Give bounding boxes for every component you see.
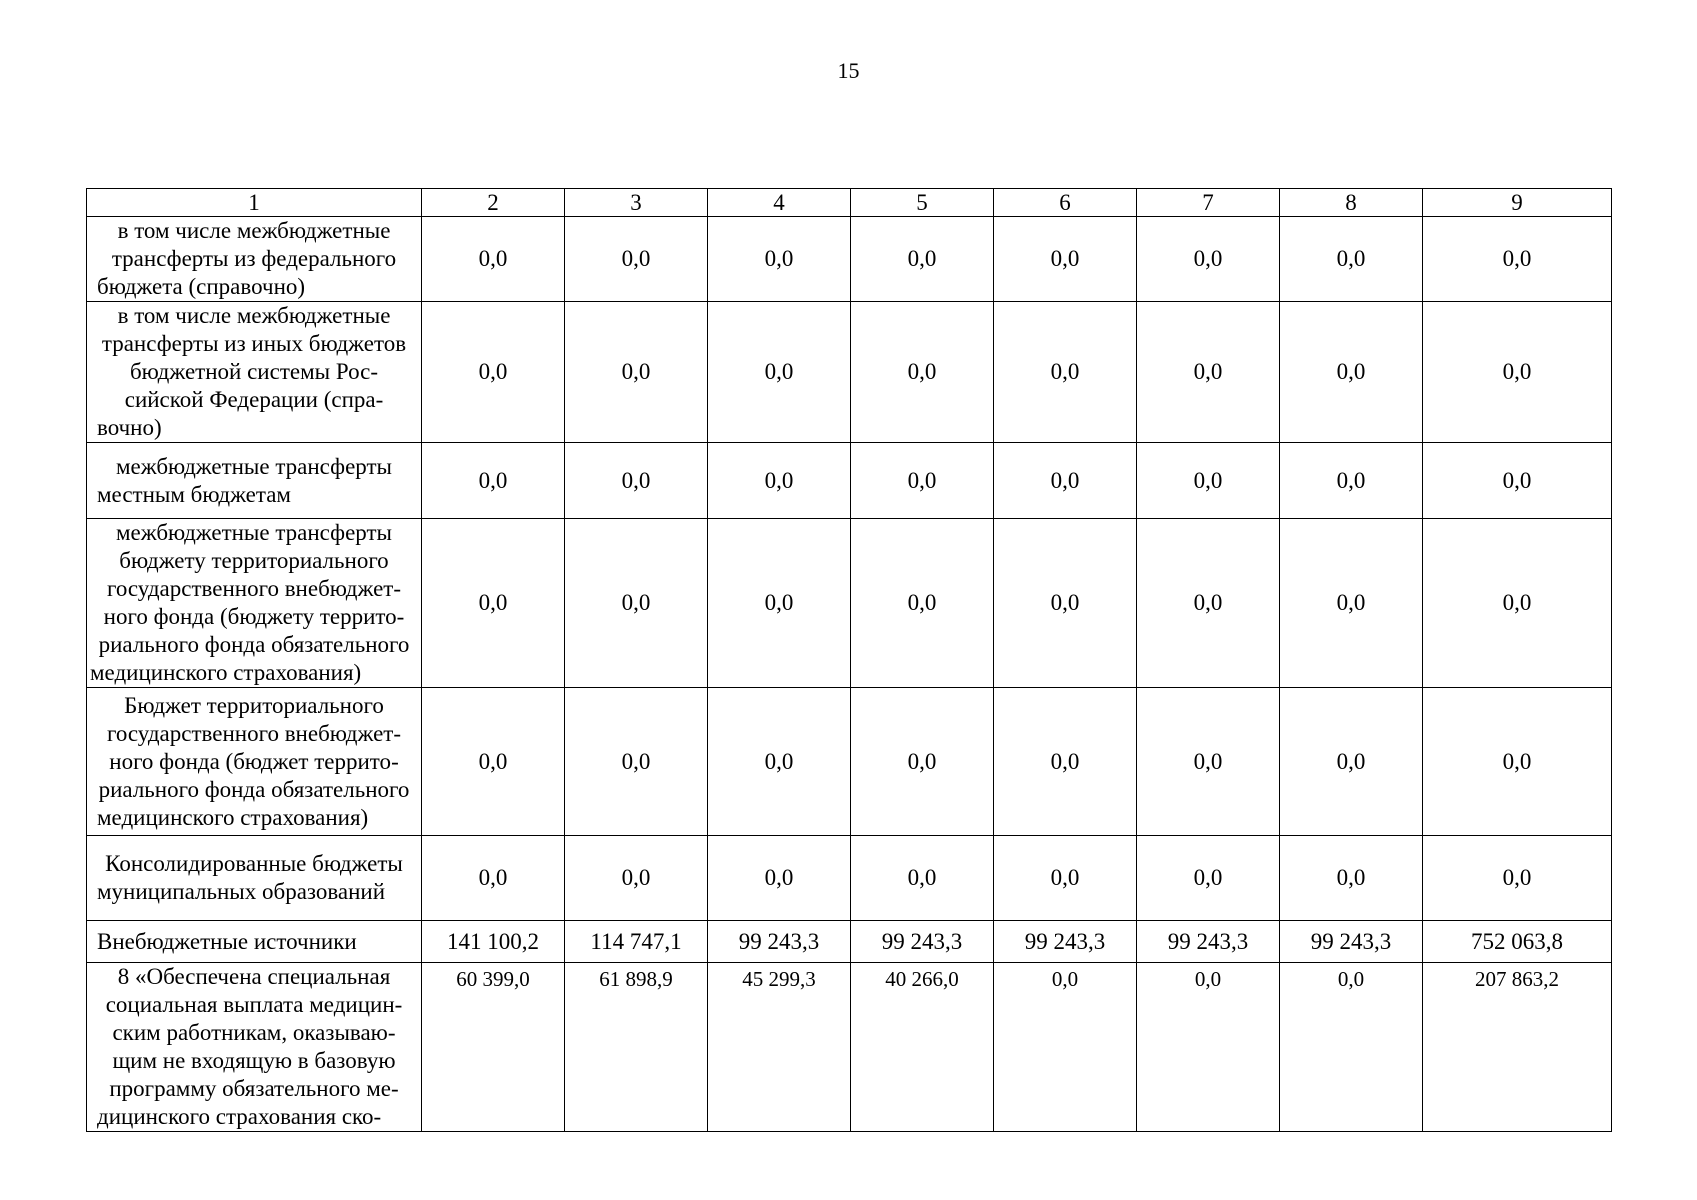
table-cell: 0,0 bbox=[1423, 519, 1612, 688]
table-cell: 0,0 bbox=[1423, 688, 1612, 836]
table-cell: 0,0 bbox=[1137, 836, 1280, 921]
table-cell: 0,0 bbox=[422, 836, 565, 921]
table-cell: 99 243,3 bbox=[1137, 921, 1280, 963]
table-cell: 0,0 bbox=[851, 836, 994, 921]
column-header: 3 bbox=[565, 189, 708, 217]
table-cell: 0,0 bbox=[1280, 217, 1423, 302]
table-cell: 0,0 bbox=[851, 302, 994, 443]
table-cell: 0,0 bbox=[565, 217, 708, 302]
table-row bbox=[87, 688, 1612, 836]
table-cell: 0,0 bbox=[708, 217, 851, 302]
table-cell: 0,0 bbox=[1280, 519, 1423, 688]
row-label: межбюджетные трансферты местным бюджетам bbox=[87, 443, 422, 519]
column-header: 1 bbox=[87, 189, 422, 217]
table-cell: 0,0 bbox=[565, 519, 708, 688]
table-cell: 99 243,3 bbox=[851, 921, 994, 963]
row-label: Внебюджетные источники bbox=[87, 921, 422, 963]
row-label: в том числе межбюджетные трансферты из иных бюджетов бюджетной системы Российской Федерации (справочно) bbox=[87, 302, 422, 443]
table-cell: 0,0 bbox=[708, 302, 851, 443]
table-row bbox=[87, 963, 1612, 1132]
table-row bbox=[87, 217, 1612, 302]
table-cell: 0,0 bbox=[851, 217, 994, 302]
column-header: 9 bbox=[1423, 189, 1612, 217]
table-cell: 99 243,3 bbox=[994, 921, 1137, 963]
table-cell: 40 266,0 bbox=[851, 963, 994, 1132]
table-cell: 0,0 bbox=[565, 836, 708, 921]
table-cell: 0,0 bbox=[1423, 443, 1612, 519]
table-cell: 0,0 bbox=[1280, 688, 1423, 836]
table-cell: 0,0 bbox=[708, 836, 851, 921]
row-label: Консолидированные бюджеты муниципальных образований bbox=[87, 836, 422, 921]
column-header: 8 bbox=[1280, 189, 1423, 217]
table-cell: 0,0 bbox=[708, 519, 851, 688]
table-cell: 0,0 bbox=[994, 836, 1137, 921]
table-cell: 114 747,1 bbox=[565, 921, 708, 963]
table-cell: 0,0 bbox=[1137, 217, 1280, 302]
table-cell: 0,0 bbox=[565, 688, 708, 836]
table-cell: 0,0 bbox=[422, 519, 565, 688]
table-cell: 0,0 bbox=[1280, 302, 1423, 443]
page-number: 15 bbox=[837, 58, 860, 83]
table-cell: 0,0 bbox=[994, 217, 1137, 302]
table-cell: 0,0 bbox=[1137, 443, 1280, 519]
table-cell: 0,0 bbox=[994, 519, 1137, 688]
table-cell: 752 063,8 bbox=[1423, 921, 1612, 963]
table-cell: 60 399,0 bbox=[422, 963, 565, 1132]
table-cell: 0,0 bbox=[422, 302, 565, 443]
table-cell: 45 299,3 bbox=[708, 963, 851, 1132]
table-row bbox=[87, 921, 1612, 963]
table-cell: 207 863,2 bbox=[1423, 963, 1612, 1132]
row-label: 8 «Обеспечена специальная социальная выплата медицинским работникам, оказывающим не входящую в базовую программу обязательного медицинского страхования ско- bbox=[87, 963, 422, 1132]
column-header: 7 bbox=[1137, 189, 1280, 217]
table-cell: 141 100,2 bbox=[422, 921, 565, 963]
column-header: 5 bbox=[851, 189, 994, 217]
table-cell: 0,0 bbox=[422, 443, 565, 519]
table-cell: 0,0 bbox=[1423, 836, 1612, 921]
table-cell: 0,0 bbox=[708, 443, 851, 519]
table-row bbox=[87, 302, 1612, 443]
table-cell: 0,0 bbox=[994, 443, 1137, 519]
table-row bbox=[87, 519, 1612, 688]
table-cell: 0,0 bbox=[851, 519, 994, 688]
table-cell: 61 898,9 bbox=[565, 963, 708, 1132]
table-cell: 0,0 bbox=[1423, 217, 1612, 302]
table-cell: 0,0 bbox=[1423, 302, 1612, 443]
row-label: в том числе межбюджетные трансферты из федерального бюджета (справочно) bbox=[87, 217, 422, 302]
table-cell: 0,0 bbox=[422, 688, 565, 836]
table-cell: 0,0 bbox=[1137, 963, 1280, 1132]
column-header: 2 bbox=[422, 189, 565, 217]
table-cell: 0,0 bbox=[708, 688, 851, 836]
row-label: межбюджетные трансферты бюджету территориального государственного внебюджетного фонда (бюджету территориального фонда обязательного медицинского страхования) bbox=[87, 519, 422, 688]
table-cell: 0,0 bbox=[565, 302, 708, 443]
table-cell: 0,0 bbox=[994, 963, 1137, 1132]
table-cell: 0,0 bbox=[1280, 963, 1423, 1132]
table-cell: 0,0 bbox=[422, 217, 565, 302]
column-header: 4 bbox=[708, 189, 851, 217]
table-header-row bbox=[87, 189, 1612, 217]
table-cell: 0,0 bbox=[1137, 519, 1280, 688]
table-cell: 0,0 bbox=[851, 688, 994, 836]
table-row bbox=[87, 836, 1612, 921]
table-cell: 0,0 bbox=[994, 688, 1137, 836]
table-cell: 99 243,3 bbox=[1280, 921, 1423, 963]
table-cell: 0,0 bbox=[994, 302, 1137, 443]
row-label: Бюджет территориального государственного внебюджетного фонда (бюджет территориального фонда обязательного медицинского страхования) bbox=[87, 688, 422, 836]
table-cell: 0,0 bbox=[1280, 836, 1423, 921]
budget-table bbox=[86, 188, 1612, 1132]
table-cell: 0,0 bbox=[1137, 688, 1280, 836]
table-cell: 0,0 bbox=[851, 443, 994, 519]
table-cell: 0,0 bbox=[1280, 443, 1423, 519]
table-row bbox=[87, 443, 1612, 519]
table-cell: 0,0 bbox=[1137, 302, 1280, 443]
table-cell: 99 243,3 bbox=[708, 921, 851, 963]
table-cell: 0,0 bbox=[565, 443, 708, 519]
column-header: 6 bbox=[994, 189, 1137, 217]
